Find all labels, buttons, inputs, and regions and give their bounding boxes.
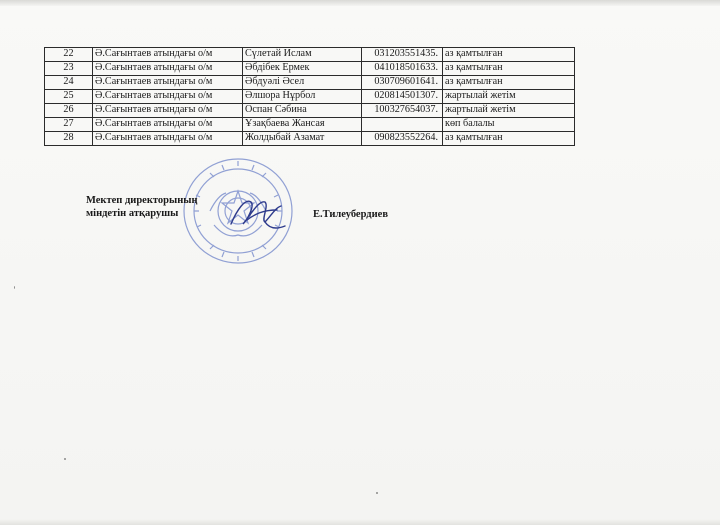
row-number-cell: 28 — [45, 132, 93, 146]
social-status-cell: жартылай жетім — [443, 104, 575, 118]
student-table — [44, 47, 575, 146]
table-row — [45, 132, 575, 146]
table-row — [45, 62, 575, 76]
row-number-cell: 27 — [45, 118, 93, 132]
table-row — [45, 90, 575, 104]
row-number-cell: 26 — [45, 104, 93, 118]
school-name-cell: Ә.Сағынтаев атындағы о/м — [93, 76, 243, 90]
social-status-cell: аз қамтылған — [443, 132, 575, 146]
social-status-cell: жартылай жетім — [443, 90, 575, 104]
iin-number-cell: 031203551435. — [362, 48, 443, 62]
table-row — [45, 76, 575, 90]
student-name-cell: Әбдібек Ермек — [243, 62, 362, 76]
social-status-cell: көп балалы — [443, 118, 575, 132]
scan-edge-bottom — [0, 519, 720, 525]
school-name-cell: Ә.Сағынтаев атындағы о/м — [93, 104, 243, 118]
iin-number-cell: 100327654037. — [362, 104, 443, 118]
signature-title-line1: Мектеп директорының — [86, 195, 198, 206]
school-name-cell: Ә.Сағынтаев атындағы о/м — [93, 132, 243, 146]
scan-edge-top — [0, 0, 720, 6]
scan-speck — [14, 286, 15, 289]
scan-speck — [376, 492, 378, 494]
signer-name: Е.Тилеубердиев — [313, 209, 388, 220]
iin-number-cell — [362, 118, 443, 132]
student-table-body — [45, 48, 575, 146]
iin-number-cell: 020814501307. — [362, 90, 443, 104]
student-name-cell: Әбдуәлі Әсел — [243, 76, 362, 90]
social-status-cell: аз қамтылған — [443, 48, 575, 62]
row-number-cell: 24 — [45, 76, 93, 90]
school-name-cell: Ә.Сағынтаев атындағы о/м — [93, 48, 243, 62]
iin-number-cell: 041018501633. — [362, 62, 443, 76]
social-status-cell: аз қамтылған — [443, 76, 575, 90]
student-name-cell: Сүлетай Ислам — [243, 48, 362, 62]
student-name-cell: Жолдыбай Азамат — [243, 132, 362, 146]
scan-speck — [64, 458, 66, 460]
table-row — [45, 48, 575, 62]
student-name-cell: Ұзақбаева Жансая — [243, 118, 362, 132]
table-row — [45, 104, 575, 118]
student-name-cell: Оспан Сәбина — [243, 104, 362, 118]
table-row — [45, 118, 575, 132]
iin-number-cell: 030709601641. — [362, 76, 443, 90]
iin-number-cell: 090823552264. — [362, 132, 443, 146]
student-name-cell: Әлшора Нұрбол — [243, 90, 362, 104]
school-name-cell: Ә.Сағынтаев атындағы о/м — [93, 90, 243, 104]
school-name-cell: Ә.Сағынтаев атындағы о/м — [93, 118, 243, 132]
handwritten-signature-icon — [225, 180, 295, 240]
school-name-cell: Ә.Сағынтаев атындағы о/м — [93, 62, 243, 76]
row-number-cell: 22 — [45, 48, 93, 62]
row-number-cell: 25 — [45, 90, 93, 104]
signature-title — [86, 194, 198, 220]
signature-title-line2: міндетін атқарушы — [86, 208, 179, 219]
social-status-cell: аз қамтылған — [443, 62, 575, 76]
row-number-cell: 23 — [45, 62, 93, 76]
